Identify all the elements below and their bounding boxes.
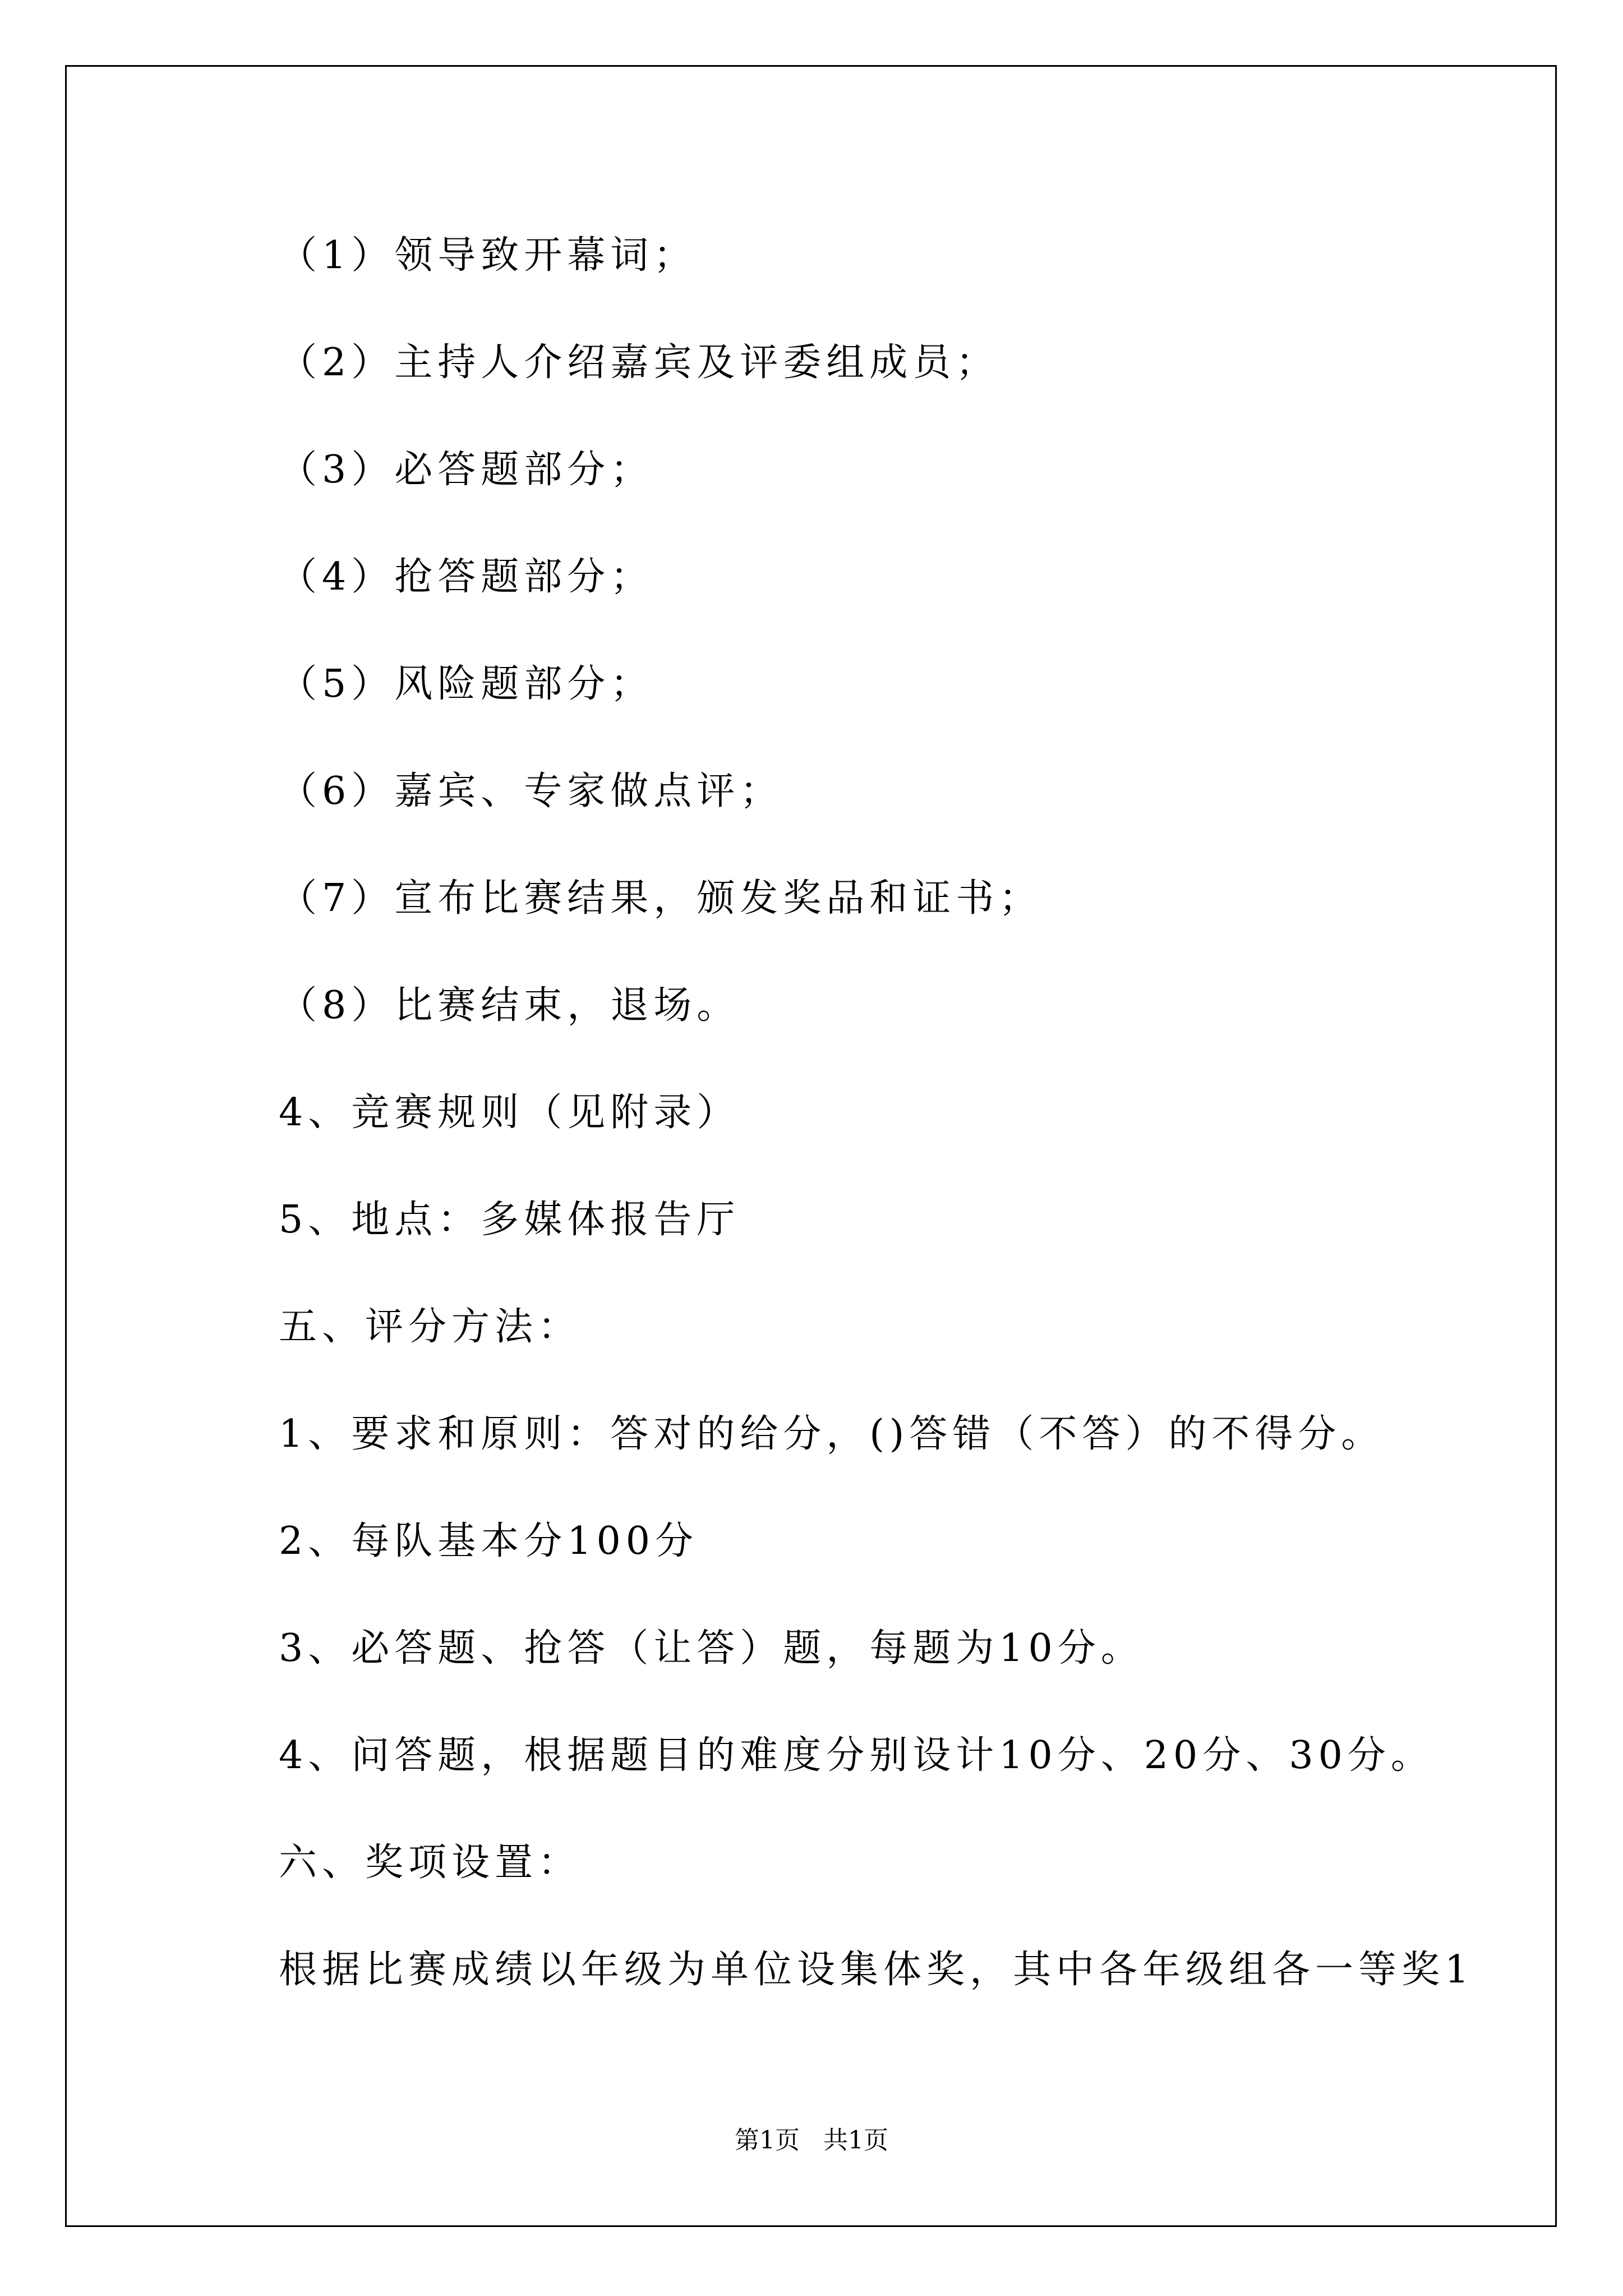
program-item: （8）比赛结束，退场。 [279, 983, 740, 1028]
paragraph: 5、地点：多媒体报告厅 [279, 1198, 740, 1242]
program-item: （2）主持人介绍嘉宾及评委组成员； [279, 341, 999, 385]
paragraph: 3、必答题、抢答（让答）题，每题为10分。 [279, 1626, 1144, 1671]
paragraph: 4、问答题，根据题目的难度分别设计10分、20分、30分。 [279, 1733, 1434, 1778]
program-item: （7）宣布比赛结果，颁发奖品和证书； [279, 876, 1043, 921]
section-heading: 五、评分方法： [279, 1305, 582, 1349]
program-item: （3）必答题部分； [279, 448, 654, 492]
page-footer: 第1页 共1页 [735, 2126, 888, 2155]
program-item: （6）嘉宾、专家做点评； [279, 769, 783, 813]
program-item: （4）抢答题部分； [279, 555, 654, 599]
program-item: （5）风险题部分； [279, 662, 654, 706]
paragraph: 1、要求和原则：答对的给分，()答错（不答）的不得分。 [279, 1412, 1385, 1456]
section-heading: 六、奖项设置： [279, 1841, 582, 1885]
program-item: （1）领导致开幕词； [279, 233, 697, 278]
paragraph: 根据比赛成绩以年级为单位设集体奖，其中各年级组各一等奖1 [279, 1948, 1474, 1992]
paragraph: 2、每队基本分100分 [279, 1519, 699, 1563]
document-body [279, 202, 1513, 2023]
paragraph: 4、竞赛规则（见附录） [279, 1091, 740, 1135]
